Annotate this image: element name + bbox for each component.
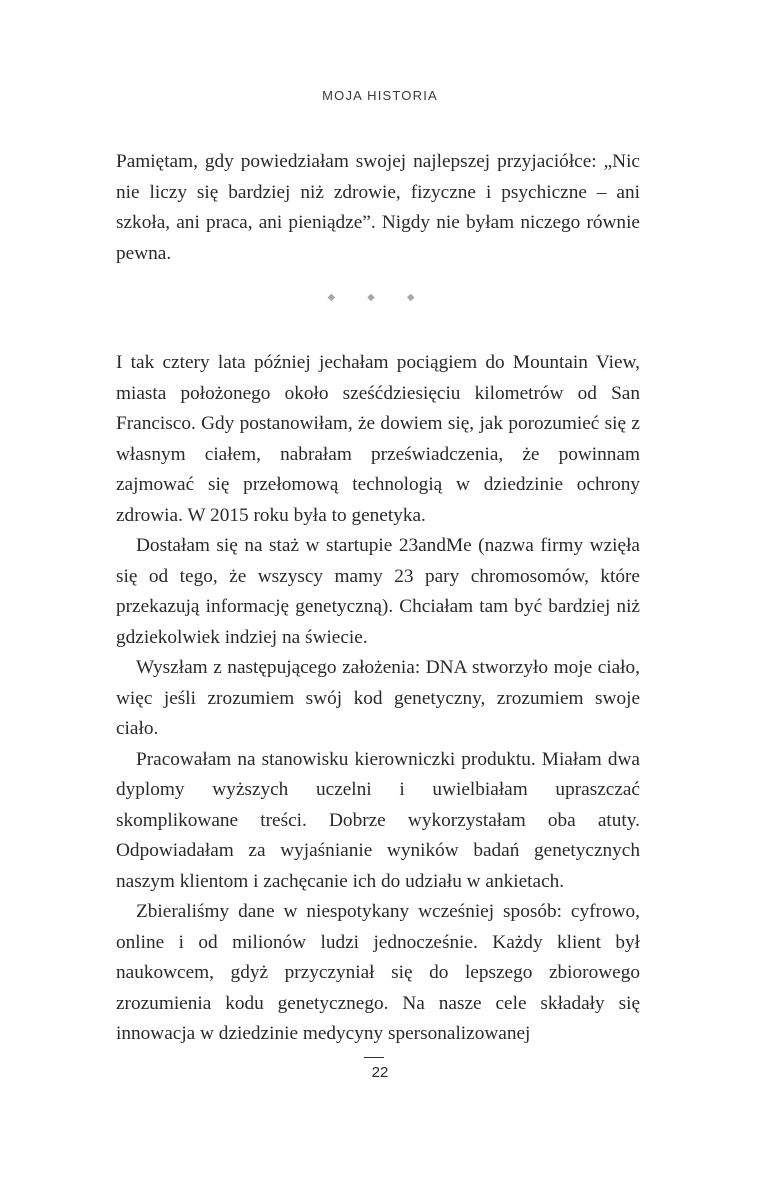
paragraph: Pracowałam na stanowisku kierowniczki produktu. Miałam dwa dyplomy wyższych uczelni i uwielbiałam upraszczać skomplikowane treści. Dobrze wykorzystałam oba atuty. Odpowiadałam za wyjaśnianie wyników badań genetycznych naszym klientom i zachęcanie ich do udziału w ankietach. [116,748,640,892]
section-break-ornament [0,292,760,303]
diamond-icon: ◆ [367,292,393,303]
section-2-text [116,348,640,1050]
section-1-text [116,147,640,269]
paragraph: Zbieraliśmy dane w niespotykany wcześniej sposób: cyfrowo, online i od milionów ludzi jednocześnie. Każdy klient był naukowcem, gdyż przyczyniał się do lepszego zbiorowego zrozumienia kodu genetycznego. Na nasze cele składały się innowacja w dziedzinie medycyny spersonalizowanej [116,901,640,1044]
diamond-icon: ◆ [327,292,354,303]
page-number-rule [364,1057,384,1058]
paragraph: Wyszłam z następującego założenia: DNA stworzyło moje ciało, więc jeśli zrozumiem swój kod genetyczny, zrozumiem swoje ciało. [116,657,640,739]
paragraph: Dostałam się na staż w startupie 23andMe (nazwa firmy wzięła się od tego, że wszyscy mamy 23 pary chromosomów, które przekazują informację genetyczną). Chciałam tam być bardziej niż gdziekolwiek indziej na świecie. [116,535,640,648]
paragraph: I tak cztery lata później jechałam pociągiem do Mountain View, miasta położonego około sześćdziesięciu kilometrów od San Francisco. Gdy postanowiłam, że dowiem się, jak porozumieć się z własnym ciałem, nabrałam przeświadczenia, że powinnam zajmować się przełomową technologią w dziedzinie ochrony zdrowia. W 2015 roku była to genetyka. [116,352,640,526]
paragraph: Pamiętam, gdy powiedziałam swojej najlepszej przyjaciółce: „Nic nie liczy się bardziej niż zdrowie, fizyczne i psychiczne – ani szkoła, ani praca, ani pieniądze”. Nigdy nie byłam niczego równie pewna. [116,151,640,264]
diamond-icon: ◆ [406,292,433,303]
page-number: 22 [371,1064,389,1081]
running-head: MOJA HISTORIA [322,88,438,103]
